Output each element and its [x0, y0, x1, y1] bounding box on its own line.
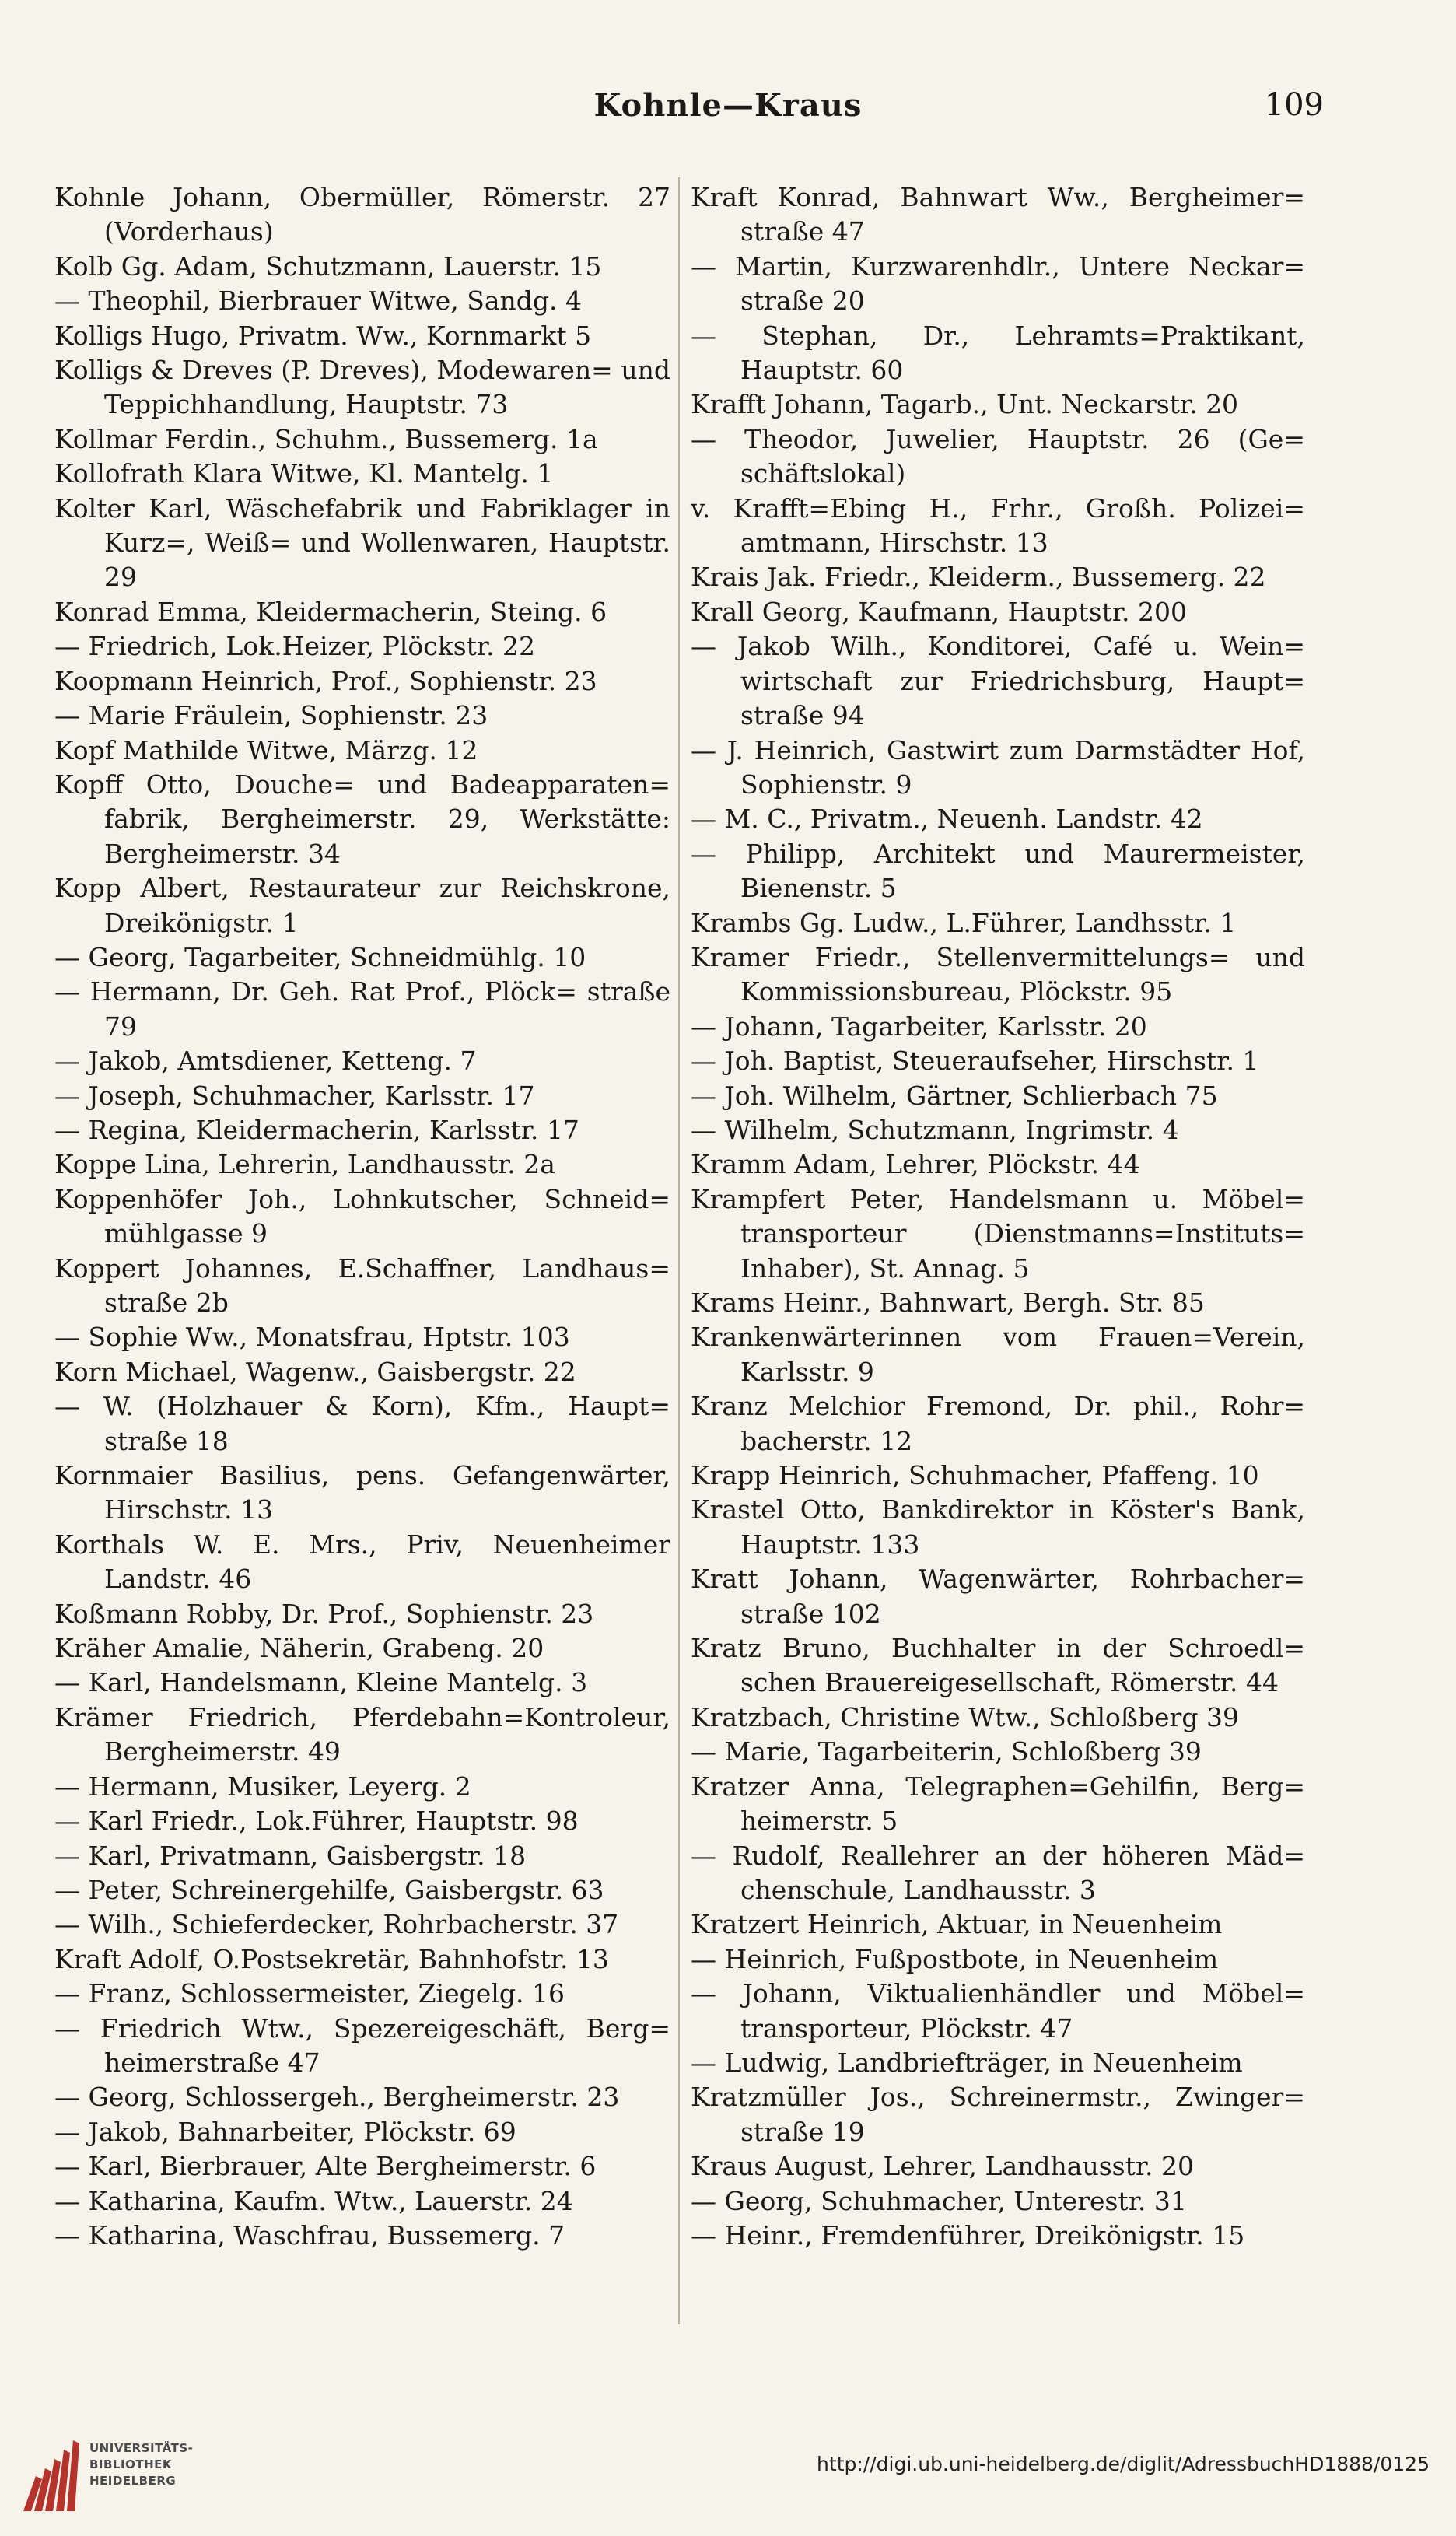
left-column	[54, 180, 670, 2253]
library-name	[89, 2440, 193, 2489]
directory-entry: Kollmar Ferdin., Schuhm., Bussemerg. 1a	[54, 423, 598, 454]
directory-entry: — W. (Holzhauer & Korn), Kfm., Haupt= straße 18	[54, 1391, 670, 1456]
directory-entry: — Johann, Tagarbeiter, Karlsstr. 20	[691, 1011, 1147, 1042]
directory-entry: Kratzmüller Jos., Schreinermstr., Zwinger= straße 19	[691, 2082, 1305, 2147]
directory-entry: Koßmann Robby, Dr. Prof., Sophienstr. 23	[54, 1598, 594, 1629]
directory-entry: — Katharina, Waschfrau, Bussemerg. 7	[54, 2219, 565, 2251]
directory-entry: Korthals W. E. Mrs., Priv, Neuenheimer Landstr. 46	[54, 1529, 670, 1595]
directory-entry: Kratzbach, Christine Wtw., Schloßberg 39	[691, 1701, 1239, 1732]
directory-entry: — Peter, Schreinergehilfe, Gaisbergstr. 63	[54, 1874, 604, 1905]
directory-entry: Krapp Heinrich, Schuhmacher, Pfaffeng. 10	[691, 1460, 1259, 1491]
directory-entry: — Friedrich Wtw., Spezereigeschäft, Berg= heimerstraße 47	[54, 2012, 670, 2078]
directory-entry: Kolligs Hugo, Privatm. Ww., Kornmarkt 5	[54, 320, 592, 351]
directory-entry: Kraft Konrad, Bahnwart Ww., Bergheimer= straße 47	[691, 182, 1305, 247]
directory-entry: — Karl, Privatmann, Gaisbergstr. 18	[54, 1840, 527, 1871]
column-divider	[678, 177, 680, 2324]
directory-entry: — Georg, Tagarbeiter, Schneidmühlg. 10	[54, 941, 586, 972]
directory-entry: Kopff Otto, Douche= und Badeapparaten= fabrik, Bergheimerstr. 29, Werkstätte: Bergheimerstr. 34	[54, 769, 670, 869]
directory-entry: Kolligs & Dreves (P. Dreves), Modewaren= und Teppichhandlung, Hauptstr. 73	[54, 355, 670, 420]
directory-entry: Koopmann Heinrich, Prof., Sophienstr. 23	[54, 665, 597, 696]
directory-entry: Kramer Friedr., Stellenvermittelungs= und Kommissionsbureau, Plöckstr. 95	[691, 941, 1305, 1007]
directory-entry: Krams Heinr., Bahnwart, Bergh. Str. 85	[691, 1287, 1205, 1318]
directory-entry: — Hermann, Musiker, Leyerg. 2	[54, 1771, 471, 1802]
directory-entry: Kraus August, Lehrer, Landhausstr. 20	[691, 2151, 1194, 2182]
directory-entry: — Theophil, Bierbrauer Witwe, Sandg. 4	[54, 285, 583, 317]
page-number: 109	[1264, 87, 1324, 123]
directory-entry: Kratzert Heinrich, Aktuar, in Neuenheim	[691, 1909, 1223, 1940]
directory-entry: — Rudolf, Reallehrer an der höheren Mäd= chenschule, Landhausstr. 3	[691, 1840, 1305, 1905]
directory-entry: — Regina, Kleidermacherin, Karlsstr. 17	[54, 1114, 579, 1145]
directory-entry: Kratz Bruno, Buchhalter in der Schroedl= schen Brauereigesellschaft, Römerstr. 44	[691, 1633, 1305, 1698]
directory-entry: Koppe Lina, Lehrerin, Landhausstr. 2a	[54, 1149, 555, 1180]
directory-entry: Kolter Karl, Wäschefabrik und Fabriklager in Kurz=, Weiß= und Wollenwaren, Hauptstr. 29	[54, 492, 670, 593]
directory-entry: Kopf Mathilde Witwe, Märzg. 12	[54, 734, 478, 765]
directory-entry: Krampfert Peter, Handelsmann u. Möbel= transporteur (Dienstmanns=Instituts= Inhaber), St. Annag. 5	[691, 1183, 1305, 1284]
directory-entry: — Hermann, Dr. Geh. Rat Prof., Plöck= straße 79	[54, 976, 670, 1042]
directory-entry: Krall Georg, Kaufmann, Hauptstr. 200	[691, 596, 1187, 627]
directory-entry: — Heinrich, Fußpostbote, in Neuenheim	[691, 1943, 1219, 1974]
directory-entry: Kräher Amalie, Näherin, Grabeng. 20	[54, 1633, 544, 1664]
directory-entry: Kopp Albert, Restaurateur zur Reichskrone, Dreikönigstr. 1	[54, 873, 670, 938]
directory-entry: Kratzer Anna, Telegraphen=Gehilfin, Berg= heimerstr. 5	[691, 1771, 1305, 1837]
directory-entry: — Marie Fräulein, Sophienstr. 23	[54, 700, 488, 731]
page-title: Kohnle—Kraus	[593, 87, 863, 124]
directory-entry: — Georg, Schuhmacher, Unterestr. 31	[691, 2185, 1187, 2216]
directory-entry: — Jakob, Bahnarbeiter, Plöckstr. 69	[54, 2116, 516, 2147]
directory-entry: Koppert Johannes, E.Schaffner, Landhaus= straße 2b	[54, 1252, 670, 1318]
directory-entry: — Heinr., Fremdenführer, Dreikönigstr. 15	[691, 2219, 1245, 2251]
directory-entry: Krais Jak. Friedr., Kleiderm., Bussemerg. 22	[691, 562, 1266, 593]
directory-entry: — Wilh., Schieferdecker, Rohrbacherstr. 37	[54, 1909, 619, 1940]
directory-entry: — Jakob Wilh., Konditorei, Café u. Wein= wirtschaft zur Friedrichsburg, Haupt= straße 94	[691, 631, 1305, 731]
directory-entry: Kranz Melchior Fremond, Dr. phil., Rohr= bacherstr. 12	[691, 1391, 1305, 1456]
directory-entry: Krankenwärterinnen vom Frauen=Verein, Karlsstr. 9	[691, 1322, 1305, 1387]
page-footer	[0, 2423, 1456, 2524]
directory-entry: — Joh. Wilhelm, Gärtner, Schlierbach 75	[691, 1080, 1218, 1111]
directory-entry: — Georg, Schlossergeh., Bergheimerstr. 23	[54, 2082, 620, 2113]
directory-entry: — Ludwig, Landbriefträger, in Neuenheim	[691, 2047, 1243, 2078]
directory-entry: Korn Michael, Wagenw., Gaisbergstr. 22	[54, 1356, 576, 1387]
university-library-logo-icon	[19, 2429, 81, 2515]
directory-entry: Krastel Otto, Bankdirektor in Köster's Bank, Hauptstr. 133	[691, 1494, 1305, 1560]
directory-entry: — Katharina, Kaufm. Wtw., Lauerstr. 24	[54, 2185, 573, 2216]
directory-entry: — Joseph, Schuhmacher, Karlsstr. 17	[54, 1080, 535, 1111]
directory-entry: Kohnle Johann, Obermüller, Römerstr. 27 (Vorderhaus)	[54, 182, 670, 247]
directory-entry: — Karl Friedr., Lok.Führer, Hauptstr. 98	[54, 1806, 579, 1837]
directory-entry: — Philipp, Architekt und Maurermeister, Bienenstr. 5	[691, 838, 1305, 904]
directory-entry: — Sophie Ww., Monatsfrau, Hptstr. 103	[54, 1322, 570, 1353]
directory-entry: v. Krafft=Ebing H., Frhr., Großh. Polizei= amtmann, Hirschstr. 13	[691, 492, 1305, 559]
directory-entry: — Marie, Tagarbeiterin, Schloßberg 39	[691, 1736, 1202, 1767]
directory-entry: Kolb Gg. Adam, Schutzmann, Lauerstr. 15	[54, 250, 602, 282]
directory-entry: — Theodor, Juwelier, Hauptstr. 26 (Ge= schäftslokal)	[691, 423, 1305, 489]
directory-entry: — Franz, Schlossermeister, Ziegelg. 16	[54, 1978, 565, 2009]
library-name-line: HEIDELBERG	[89, 2474, 177, 2488]
directory-entry: — Johann, Viktualienhändler und Möbel= transporteur, Plöckstr. 47	[691, 1978, 1305, 2044]
directory-entry: Kramm Adam, Lehrer, Plöckstr. 44	[691, 1149, 1140, 1180]
directory-entry: Kollofrath Klara Witwe, Kl. Mantelg. 1	[54, 458, 554, 489]
directory-entry: — Joh. Baptist, Steueraufseher, Hirschstr. 1	[691, 1046, 1259, 1077]
source-url[interactable]: http://digi.ub.uni-heidelberg.de/diglit/AdressbuchHD1888/0125	[817, 2453, 1430, 2475]
directory-entry: Konrad Emma, Kleidermacherin, Steing. 6	[54, 596, 607, 627]
directory-entry: — Karl, Handelsmann, Kleine Mantelg. 3	[54, 1667, 588, 1698]
directory-entry: Krambs Gg. Ludw., L.Führer, Landhsstr. 1	[691, 907, 1237, 938]
directory-entry: — Jakob, Amtsdiener, Ketteng. 7	[54, 1046, 477, 1077]
directory-entry: — Friedrich, Lok.Heizer, Plöckstr. 22	[54, 631, 536, 662]
directory-entry: — Karl, Bierbrauer, Alte Bergheimerstr. 6	[54, 2151, 597, 2182]
library-name-line: UNIVERSITÄTS-	[89, 2441, 194, 2455]
right-column	[691, 180, 1305, 2253]
directory-entry: Krafft Johann, Tagarb., Unt. Neckarstr. 20	[691, 389, 1239, 420]
directory-entry: Krämer Friedrich, Pferdebahn=Kontroleur, Bergheimerstr. 49	[54, 1701, 670, 1767]
directory-entry: — Wilhelm, Schutzmann, Ingrimstr. 4	[691, 1114, 1179, 1145]
directory-entry: — J. Heinrich, Gastwirt zum Darmstädter Hof, Sophienstr. 9	[691, 734, 1305, 800]
directory-entry: Kornmaier Basilius, pens. Gefangenwärter, Hirschstr. 13	[54, 1460, 670, 1525]
library-name-line: BIBLIOTHEK	[89, 2457, 172, 2471]
page-header	[0, 87, 1456, 142]
directory-entry: — M. C., Privatm., Neuenh. Landstr. 42	[691, 804, 1203, 835]
directory-entry: Kraft Adolf, O.Postsekretär, Bahnhofstr. 13	[54, 1943, 609, 1974]
directory-entry: Koppenhöfer Joh., Lohnkutscher, Schneid= mühlgasse 9	[54, 1183, 670, 1249]
directory-entry: — Martin, Kurzwarenhdlr., Untere Neckar= straße 20	[691, 250, 1305, 317]
directory-entry: — Stephan, Dr., Lehramts=Praktikant, Hauptstr. 60	[691, 320, 1305, 386]
directory-entry: Kratt Johann, Wagenwärter, Rohrbacher= straße 102	[691, 1564, 1305, 1629]
